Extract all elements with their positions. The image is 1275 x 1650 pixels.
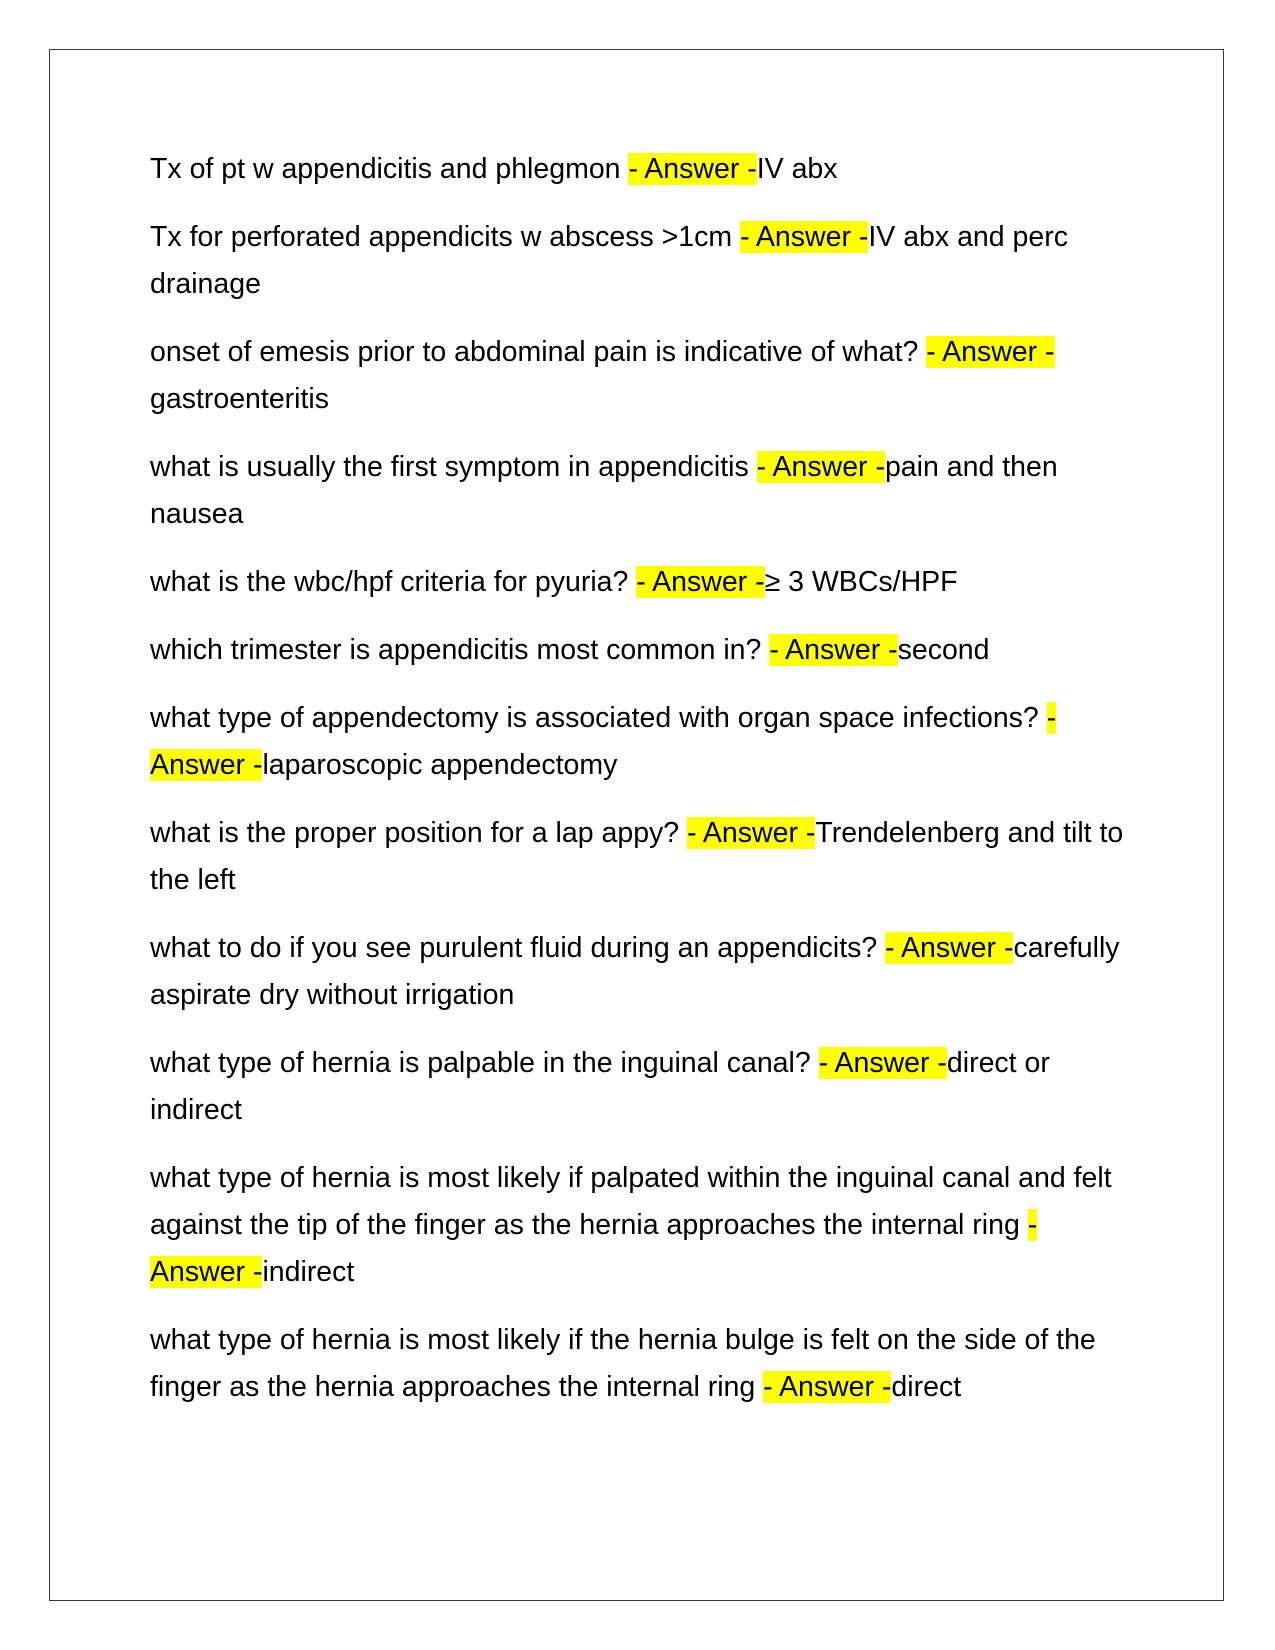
answer-text: laparoscopic appendectomy	[262, 749, 618, 781]
answer-text: ≥ 3 WBCs/HPF	[764, 566, 958, 598]
answer-text: carefully aspirate dry without irrigation	[150, 932, 1120, 1011]
answer-separator: - Answer -	[150, 702, 1057, 781]
answer-separator: - Answer -	[818, 1047, 947, 1079]
answer-text: indirect	[262, 1256, 355, 1288]
qa-item	[150, 695, 1135, 789]
answer-separator: - Answer -	[756, 451, 885, 483]
answer-separator: - Answer -	[769, 634, 898, 666]
question-text: Tx of pt w appendicitis and phlegmon	[150, 153, 629, 185]
qa-item	[150, 444, 1135, 538]
answer-separator: - Answer -	[150, 1209, 1038, 1288]
answer-text: second	[897, 634, 990, 666]
qa-item	[150, 810, 1135, 904]
question-text: Tx for perforated appendicits w abscess >1cm	[150, 221, 741, 253]
answer-separator: - Answer -	[687, 817, 816, 849]
qa-item	[150, 559, 1135, 606]
answer-separator: - Answer -	[926, 336, 1055, 368]
question-text: which trimester is appendicitis most common in?	[150, 634, 770, 666]
qa-item	[150, 1317, 1135, 1411]
answer-separator: - Answer -	[636, 566, 765, 598]
qa-item	[150, 925, 1135, 1019]
question-text: what is usually the first symptom in appendicitis	[150, 451, 757, 483]
answer-separator: - Answer -	[763, 1371, 892, 1403]
answer-text: pain and then nausea	[150, 451, 1058, 530]
qa-item	[150, 1155, 1135, 1296]
qa-item	[150, 146, 1135, 193]
qa-item	[150, 627, 1135, 674]
question-text: what type of hernia is palpable in the inguinal canal?	[150, 1047, 819, 1079]
question-text: what to do if you see purulent fluid during an appendicits?	[150, 932, 886, 964]
answer-text: IV abx	[756, 153, 838, 185]
answer-text: gastroenteritis	[150, 383, 330, 415]
qa-item	[150, 329, 1135, 423]
question-text: what type of appendectomy is associated with organ space infections?	[150, 702, 1047, 734]
answer-separator: - Answer -	[628, 153, 757, 185]
answer-text: direct	[891, 1371, 962, 1403]
answer-separator: - Answer -	[885, 932, 1014, 964]
question-text: onset of emesis prior to abdominal pain is indicative of what?	[150, 336, 927, 368]
qa-item	[150, 214, 1135, 308]
question-text: what is the wbc/hpf criteria for pyuria?	[150, 566, 637, 598]
answer-text: Trendelenberg and tilt to the left	[150, 817, 1124, 896]
answer-text: direct or indirect	[150, 1047, 1050, 1126]
question-text: what type of hernia is most likely if palpated within the inguinal canal and felt against the tip of the finger as the hernia approaches the internal ring	[150, 1162, 1112, 1241]
question-text: what type of hernia is most likely if the hernia bulge is felt on the side of the finger as the hernia approaches the internal ring	[150, 1324, 1096, 1403]
qa-list	[150, 146, 1135, 1432]
qa-item	[150, 1040, 1135, 1134]
answer-text: IV abx and perc drainage	[150, 221, 1068, 300]
answer-separator: - Answer -	[740, 221, 869, 253]
question-text: what is the proper position for a lap appy?	[150, 817, 688, 849]
